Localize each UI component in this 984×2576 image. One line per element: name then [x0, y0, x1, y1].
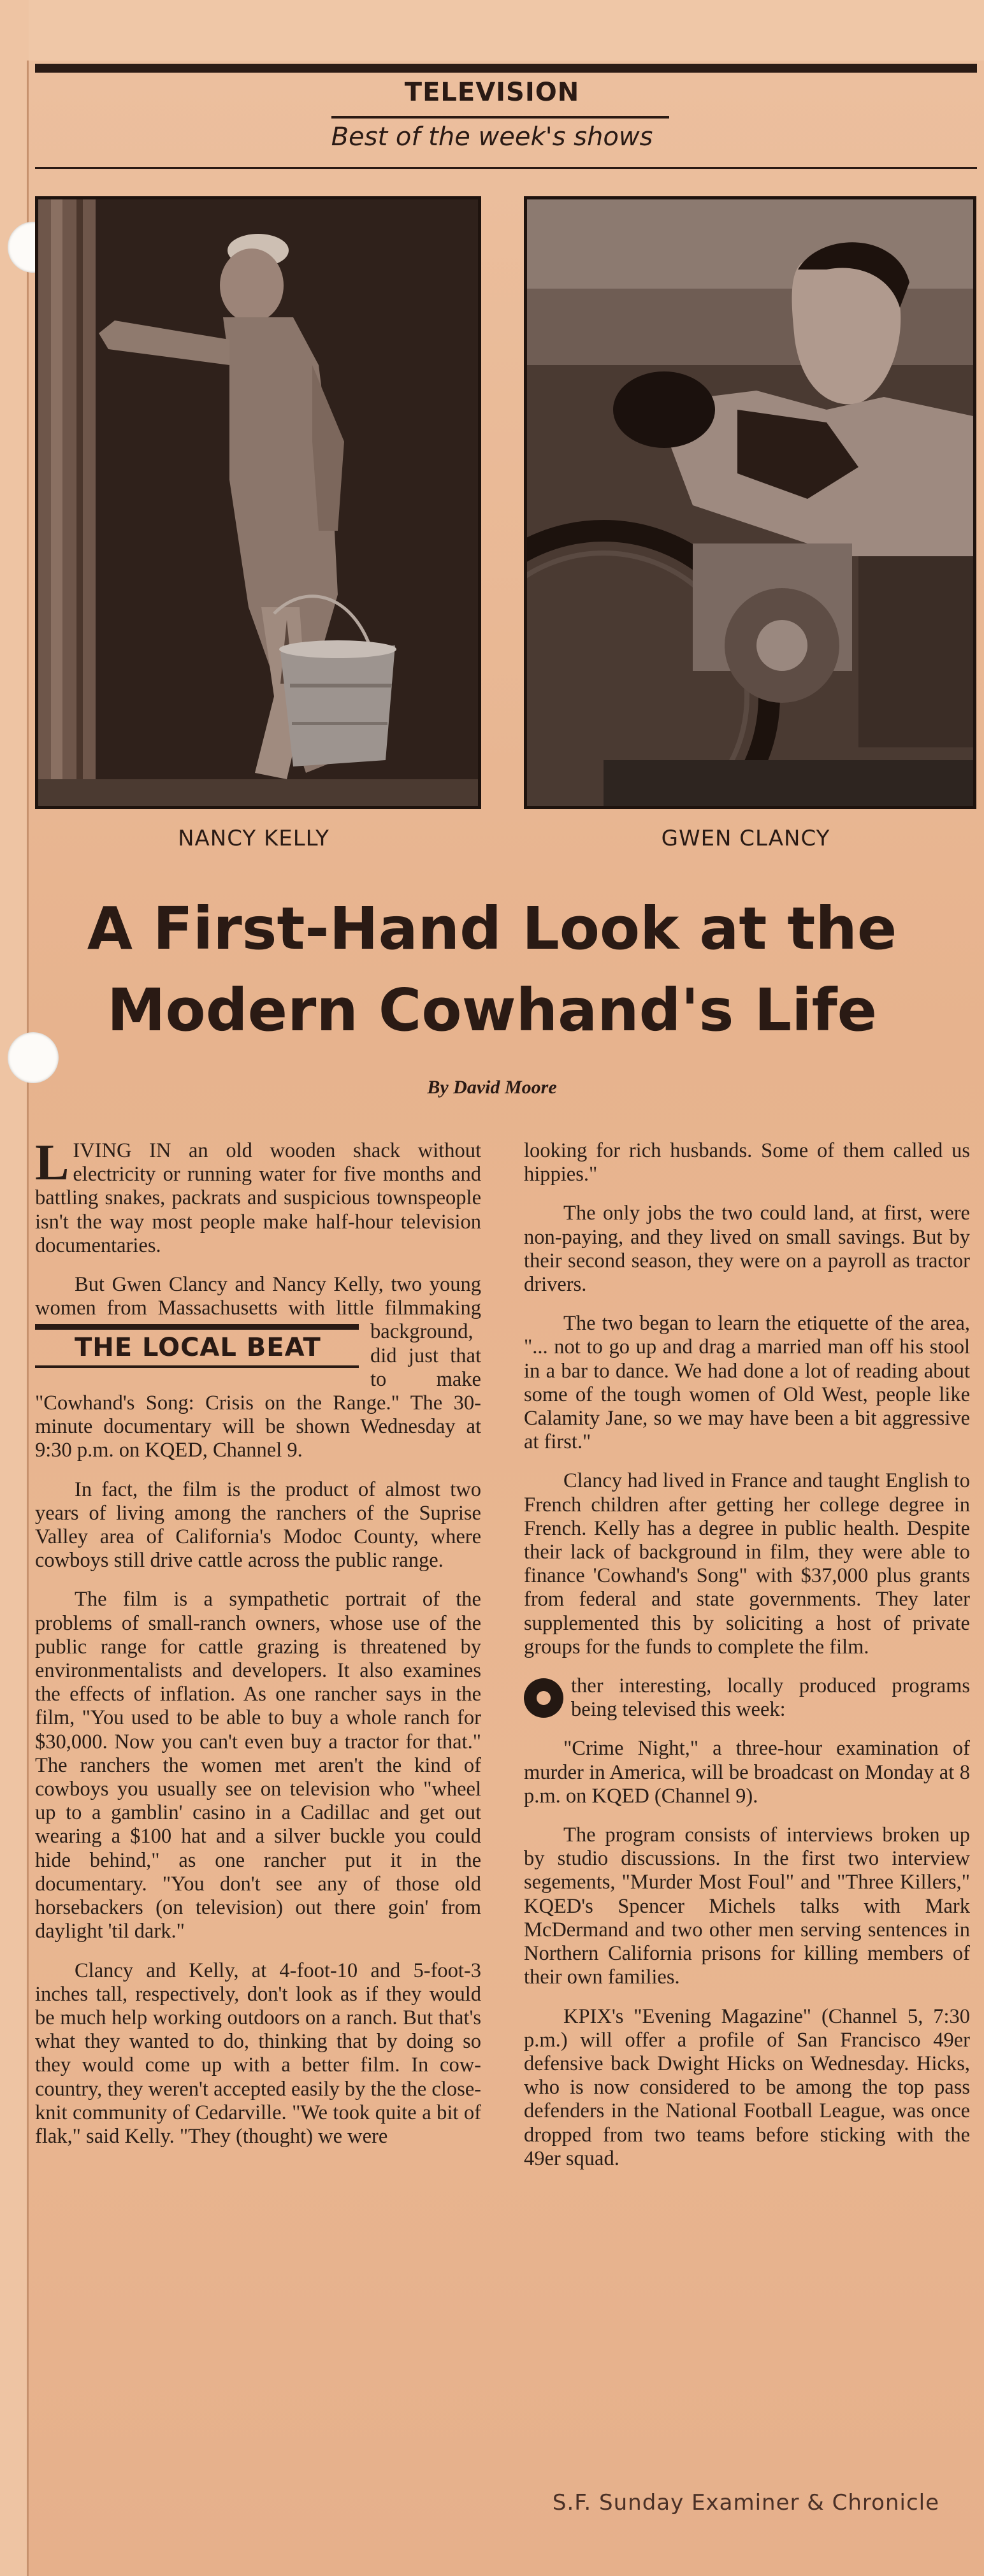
article-paragraph: The only jobs the two could land, at first, were non-paying, and they lived on small savings. But by their second season, they were on a payroll as tractor drivers. [524, 1202, 970, 1297]
article-paragraph: looking for rich husbands. Some of them called us hippies." [524, 1139, 970, 1186]
article-paragraph [35, 1273, 481, 1463]
local-beat-bottom-bar [35, 1365, 359, 1368]
local-beat-top-bar [35, 1324, 359, 1330]
header-bottom-rule [35, 167, 977, 169]
photo-nancy-kelly [35, 196, 481, 809]
article-paragraph: KPIX's "Evening Magazine" (Channel 5, 7:30 p.m.) will offer a profile of San Francisco 49er defensive back Dwight Hicks on Wednesday. Hicks, who is now considered to be among the top pass defenders in the National Football League, was once dropped from two teams before sticking with the 49er squad. [524, 2004, 970, 2170]
photo-caption-left: NANCY KELLY [178, 826, 329, 851]
headline-line-2: Modern Cowhand's Life [106, 976, 878, 1044]
article-paragraph: The program consists of interviews broken up by studio discussions. In the first two interview segements, "Murder Most Foul" and "Three Killers," KQED's Spencer Michels talks with Mark McDermand and two other men serving sentences in Northern California prisons for killing members of their own families. [524, 1824, 970, 1989]
paragraph-text: But Gwen Clancy and Nancy Kelly, two young women from Massachusetts [35, 1273, 481, 1320]
photo-caption-right: GWEN CLANCY [661, 826, 830, 851]
section-title: TELEVISION [404, 78, 580, 107]
article-paragraph [524, 1674, 970, 1722]
section-subtitle: Best of the week's shows [331, 122, 653, 152]
header-top-rule [35, 64, 977, 73]
paragraph-text: IVING IN an old wooden shack without electricity or running water for five months and battling snakes, packrats and suspicious townspeople isn't the way most people make half-hour television documentaries. [35, 1139, 481, 1257]
photo-gwen-clancy [524, 196, 976, 809]
article-paragraph [35, 1135, 481, 1258]
article-column-left [35, 1135, 482, 2164]
paper-left-margin [0, 0, 29, 2576]
drop-cap: L [35, 1135, 69, 1191]
article-paragraph: Clancy had lived in France and taught English to French children after getting her college degree in French. Kelly has a degree in public health. Despite their lack of background in film, they were able to finance 'Cowhand's Song" with $37,000 plus grants from federal and state governments. They later supplemented this by soliciting a host of private groups for the funds to complete the film. [524, 1469, 970, 1659]
local-beat-box [35, 1324, 359, 1368]
drop-cap-o-icon [524, 1678, 563, 1718]
clipping-edge-line [27, 61, 29, 2576]
article-paragraph: Clancy and Kelly, at 4-foot-10 and 5-foot-3 inches tall, respectively, don't look as if they would be much help working outdoors on a ranch. But that's what they wanted to do, thinking that by doing so they would come up with a better film. In cow-country, they weren't accepted easily by the the close-knit community of Cedarville. "We took quite a bit of flak," said Kelly. "They (thought) we were [35, 1959, 481, 2148]
photo-woman-on-tractor [527, 199, 973, 806]
byline: By David Moore [427, 1077, 557, 1098]
section-title-underline [331, 116, 669, 119]
photo-woman-with-bucket [38, 199, 478, 806]
headline-line-1: A First-Hand Look at the [87, 895, 897, 963]
local-beat-label: THE LOCAL BEAT [75, 1333, 321, 1363]
handwritten-source-note: S.F. Sunday Examiner & Chronicle [552, 2490, 939, 2515]
article-paragraph: The two began to learn the etiquette of the area, "... not to go up and drag a married man off his stool in a bar to dance. We had done a lot of reading about some of the tough women of Old West, people like Calamity Jane, so we may have been a bit aggressive at first." [524, 1312, 970, 1454]
article-column-right [524, 1139, 970, 2186]
paper-top-margin [0, 0, 984, 61]
article-paragraph: In fact, the film is the product of almost two years of living among the ranchers of the Suprise Valley area of California's Modoc County, where cowboys still drive cattle across the public range. [35, 1478, 481, 1572]
article-paragraph: The film is a sympathetic portrait of the problems of small-ranch owners, whose use of the public range for cattle grazing is threatened by environmentalists and developers. It also examines the effects of inflation. As one rancher says in the film, "You used to be able to buy a whole ranch for $30,000. Now you can't even buy a tractor for that." The ranchers the women met aren't the kind of cowboys you usually see on television who "wheel up to a gamblin' casino in a Cadillac and get out wearing a $100 hat and a silver buckle you could hide behind," as one rancher put it in the documentary. "You don't see any of those old horsebackers (on television) out there goin' from daylight 'til dark." [35, 1588, 481, 1943]
article-paragraph: "Crime Night," a three-hour examination of murder in America, will be broadcast on Monday at 8 p.m. on KQED (Channel 9). [524, 1737, 970, 1808]
paragraph-text: ther interesting, locally produced programs being televised this week: [571, 1674, 970, 1722]
paragraph-text: with little filmmaking background, did just that to make "Cowhand's Song: Crisis on the Range." The 30-minute documentary will be shown Wednesday at 9:30 p.m. on KQED, Channel 9. [35, 1297, 482, 1462]
